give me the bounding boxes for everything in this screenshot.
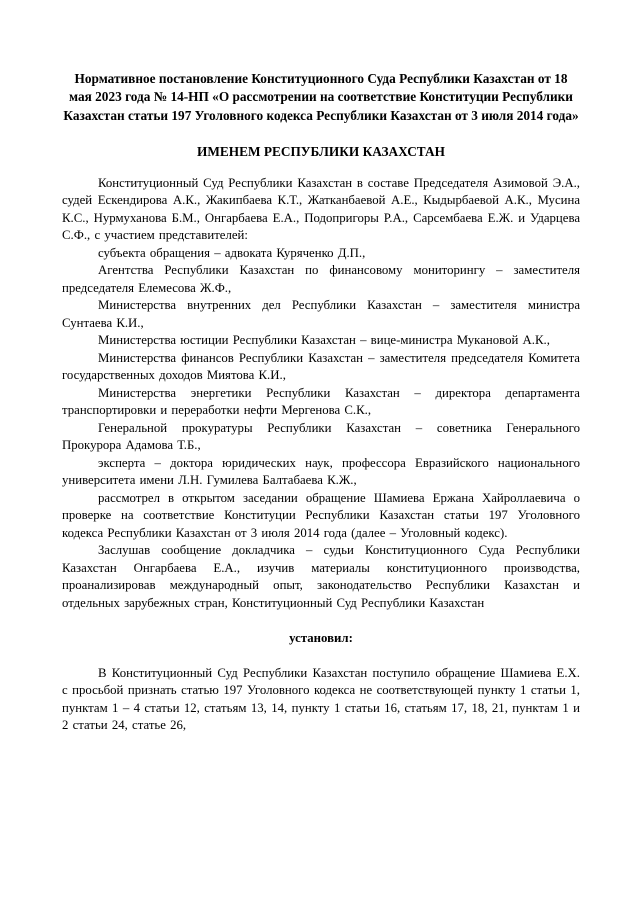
in-the-name-heading: ИМЕНЕМ РЕСПУБЛИКИ КАЗАХСТАН <box>197 144 445 160</box>
document-title: Нормативное постановление Конституционного Суда Республики Казахстан от 18 мая 2023 года № 14-НП «О рассмотрении на соответствие Конституции Республики Казахстан статьи 197 Уголовного кодекса Республики Казахстан от 3 июля 2014 года» <box>63 71 579 123</box>
paragraph: Заслушав сообщение докладчика – судьи Конституционного Суда Республики Казахстан Онгарбаева Е.А., изучив материалы конституционного производства, проанализировав международный опыт, законодательство Республики Казахстан и отдельных зарубежных стран, Конституционный Суд Республики Казахстан <box>62 543 580 610</box>
paragraph: Министерства юстиции Республики Казахстан – вице-министра Мукановой А.К., <box>98 333 550 348</box>
paragraph: эксперта – доктора юридических наук, профессора Евразийского национального университета имени Л.Н. Гумилева Балтабаева К.Ж., <box>62 455 580 488</box>
paragraph: Генеральной прокуратуры Республики Казахстан – советника Генерального Прокурора Адамова Т.Б., <box>62 420 580 453</box>
paragraph: Агентства Республики Казахстан по финансовому мониторингу – заместителя председателя Елемесова Ж.Ф., <box>62 263 580 295</box>
paragraph: Министерства внутренних дел Республики Казахстан – заместителя министра Сунтаева К.И., <box>62 298 580 330</box>
established-heading: установил: <box>289 630 353 645</box>
paragraph: Министерства энергетики Республики Казахстан – директора департамента транспортировки и переработки нефти Мергенова С.К., <box>62 385 580 418</box>
paragraph: рассмотрел в открытом заседании обращение Шамиева Ержана Хайроллаевича о проверке на соответствие Конституции Республики Казахстан статьи 197 Уголовного кодекса Республики Казахстан от 3 июля 2014 года (далее – Уголовный кодекс). <box>62 490 580 540</box>
paragraph: субъекта обращения – адвоката Куряченко Д.П., <box>98 245 366 260</box>
paragraph: В Конституционный Суд Республики Казахстан поступило обращение Шамиева Е.Х. с просьбой признать статью 197 Уголовного кодекса не соответствующей пункту 1 статьи 1, пунктам 1 – 4 статьи 12, статьям 13, 14, пункту 1 статьи 16, статьям 17, 18, 21, пунктам 1 и 2 статьи 24, статье 26, <box>62 665 580 733</box>
paragraph: Конституционный Суд Республики Казахстан в составе Председателя Азимовой Э.А., судей Ескендирова А.К., Жакипбаева К.Т., Жатканбаевой А.Е., Кыдырбаевой А.К., Мусина К.С., Нурмуханова Б.М., Онгарбаева Е.А., Подопригоры Р.А., Сарсембаева Е.Ж. и Ударцева С.Ф., с участием представителей: <box>62 175 580 243</box>
established-section <box>62 665 580 735</box>
preamble-section <box>62 175 580 613</box>
paragraph: Министерства финансов Республики Казахстан – заместителя председателя Комитета государственных доходов Миятова К.И., <box>62 350 580 383</box>
